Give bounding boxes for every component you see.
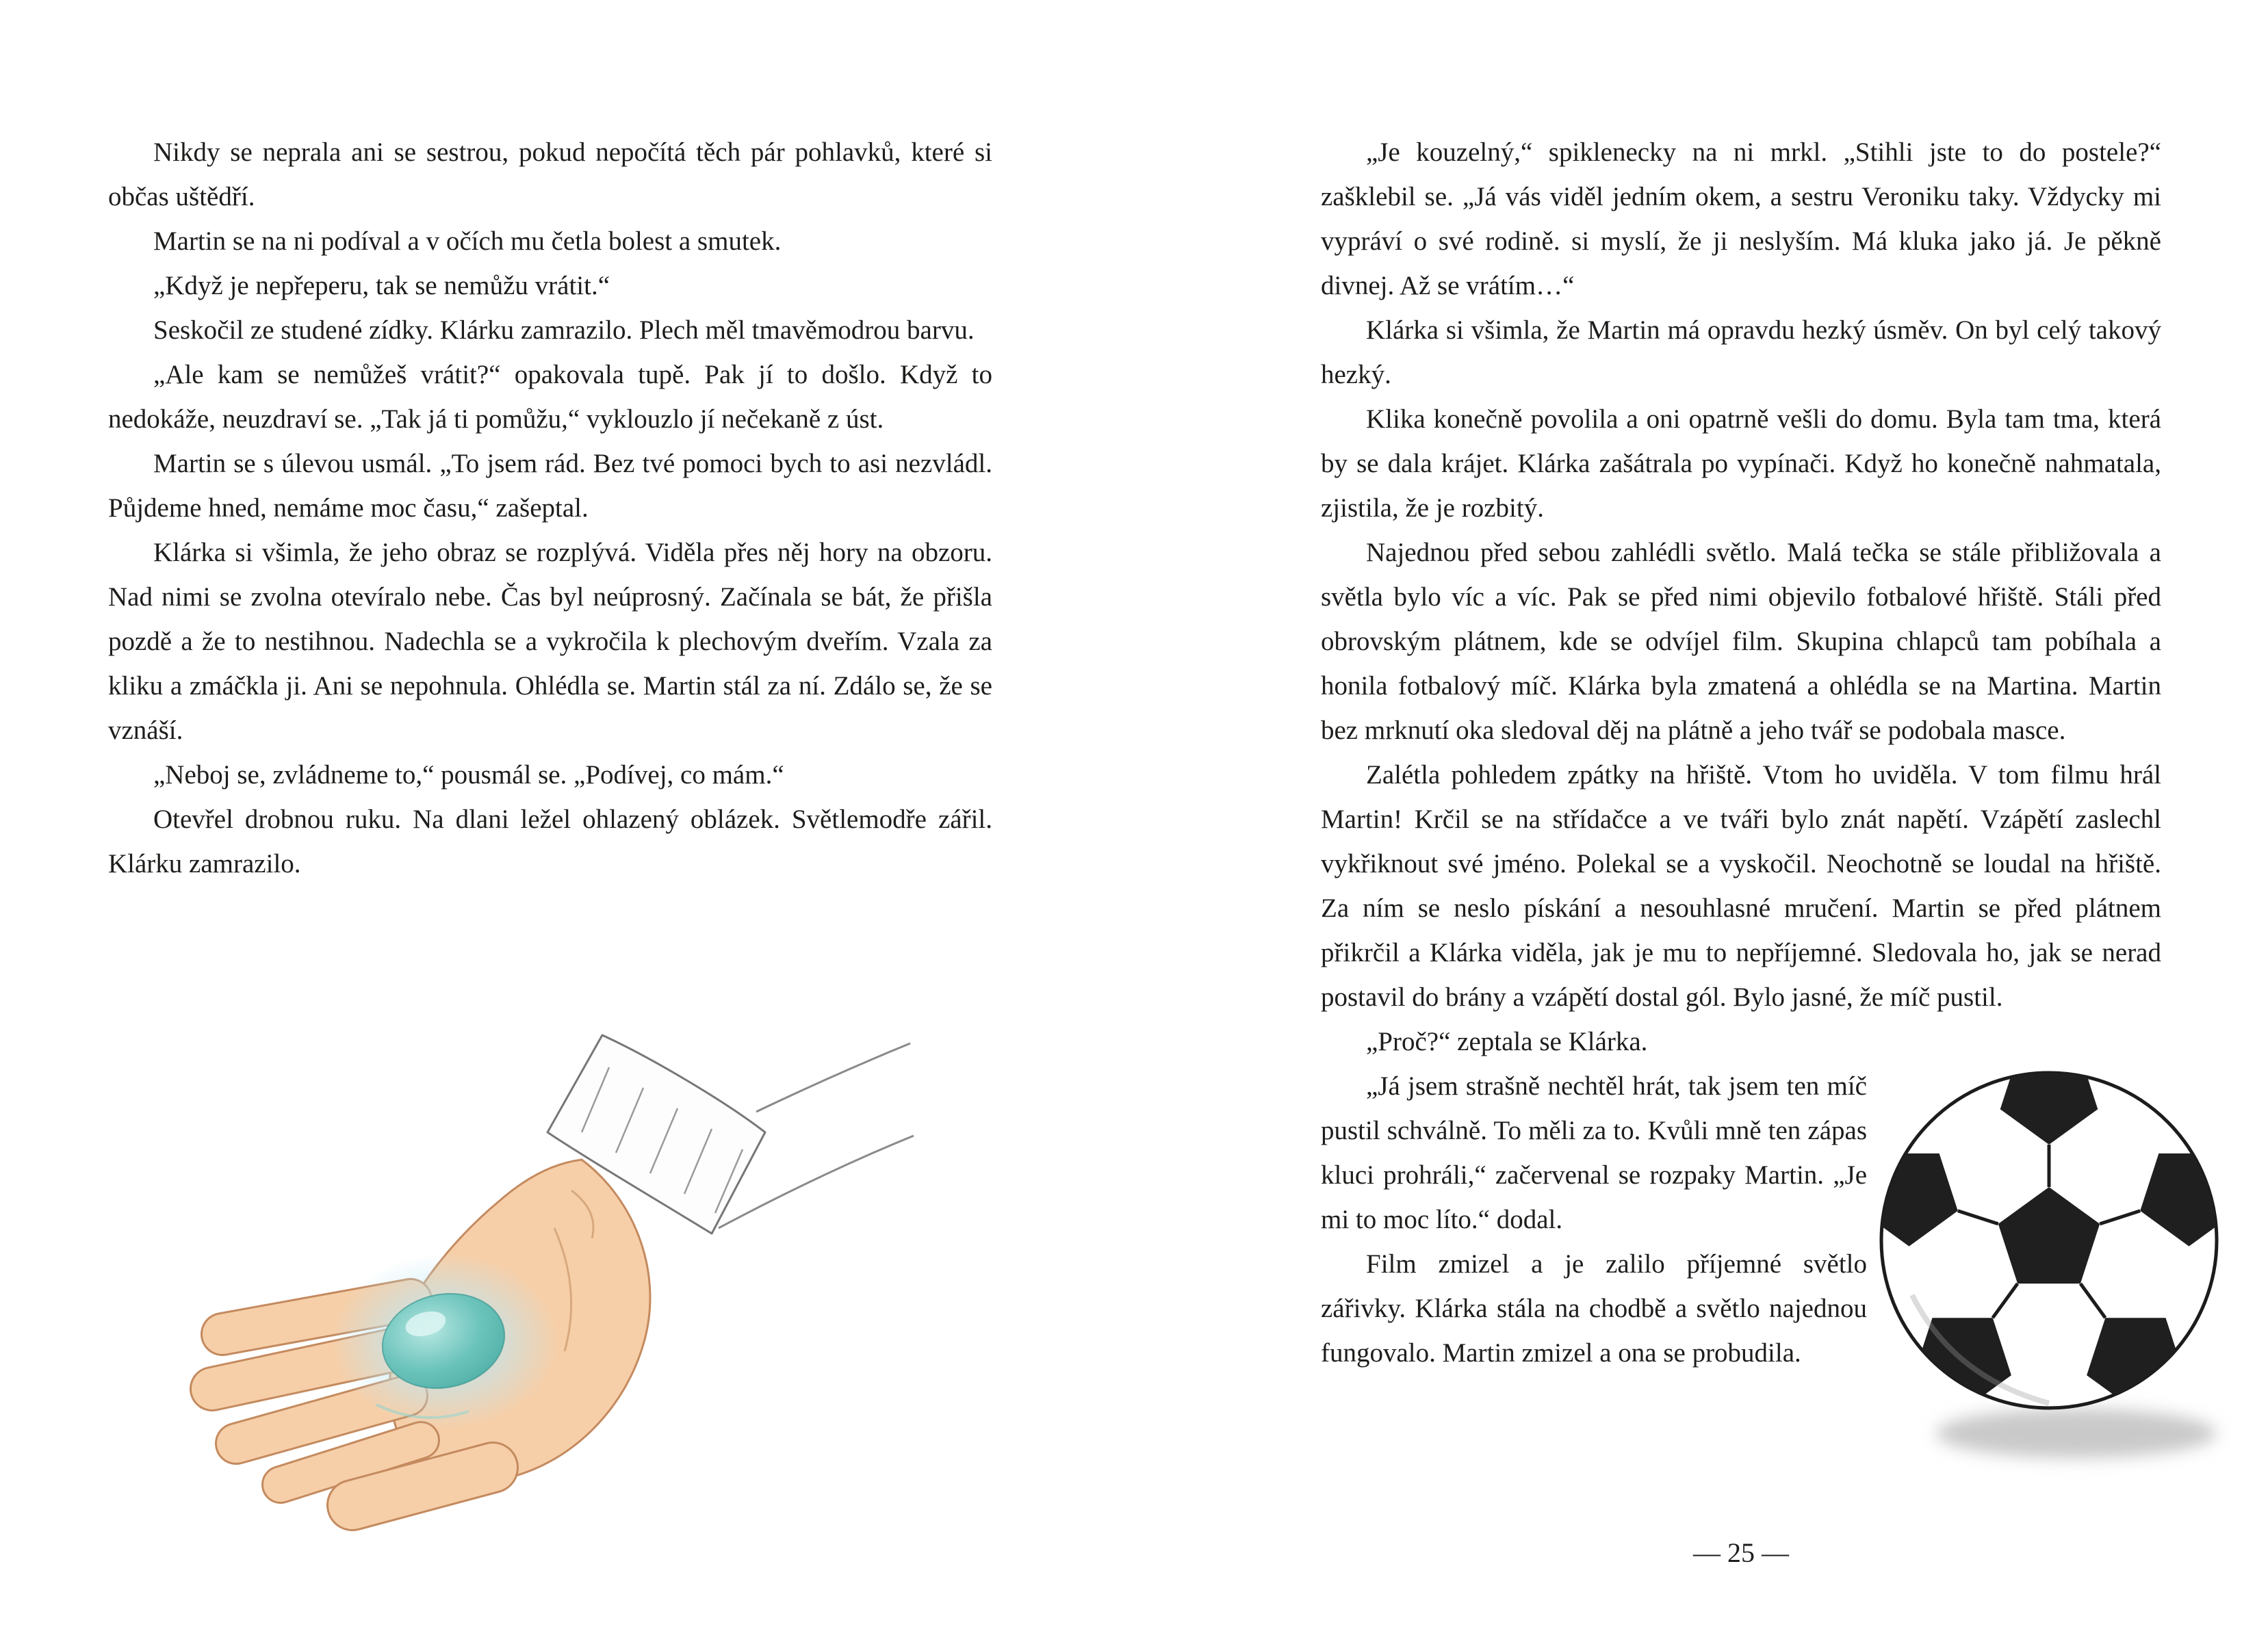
paragraph: „Já jsem strašně nechtěl hrát, tak jsem ten míč pustil schválně. To měli za to. Kvůli mně ten zápas kluci prohráli,“ začervenal se rozpaky Martin. „Je mi to moc líto.“ dodal.	[1321, 1071, 1867, 1234]
right-page-paragraphs-top	[1321, 130, 2161, 1064]
paragraph: „Proč?“ zeptala se Klárka.	[1366, 1027, 1648, 1056]
paragraph: Martin se na ni podíval a v očích mu četla bolest a smutek.	[153, 226, 782, 256]
paragraph: Martin se s úlevou usmál. „To jsem rád. Bez tvé pomoci bych to asi nezvládl. Půjdeme hned, nemáme moc času,“ zašeptal.	[108, 449, 992, 523]
paragraph: Film zmizel a je zalilo příjemné světlo zářivky. Klárka stála na chodbě a světlo najednou fungovalo. Martin zmizel a ona se probudila.	[1321, 1249, 1867, 1368]
paragraph: Otevřel drobnou ruku. Na dlani ležel ohlazený oblázek. Světlemodře zářil. Klárku zamrazilo.	[108, 805, 992, 878]
thumb	[352, 1468, 493, 1505]
soccer-ball-svg	[1871, 1069, 2244, 1473]
paragraph: „Ale kam se nemůžeš vrátit?“ opakovala tupě. Pak jí to došlo. Když to nedokáže, neuzdraví se. „Tak já ti pomůžu,“ vyklouzlo jí nečekaně z úst.	[108, 360, 992, 434]
forearm-line	[756, 1043, 910, 1112]
paragraph: Nikdy se neprala ani se sestrou, pokud nepočítá těch pár pohlavků, které si občas uštědří.	[108, 138, 992, 211]
paragraph: „Neboj se, zvládneme to,“ pousmál se. „Podívej, co mám.“	[153, 760, 784, 790]
paragraph: Klika konečně povolila a oni opatrně vešli do domu. Byla tam tma, která by se dala krájet. Klárka zašátrala po vypínači. Když ho konečně nahmatala, zjistila, že je rozbitý.	[1321, 404, 2161, 523]
page-number: — 25 —	[1693, 1537, 1789, 1568]
soccer-ball-illustration	[1867, 1069, 2161, 1480]
paragraph: Seskočil ze studené zídky. Klárku zamrazilo. Plech měl tmavěmodrou barvu.	[153, 315, 975, 345]
paragraph: Klárka si všimla, že jeho obraz se rozplývá. Viděla přes něj hory na obzoru. Nad nimi se zvolna otevíralo nebe. Čas byl neúprosný. Začínala se bát, že přišla pozdě a že to nestihnou. Nadechla se a vykročila k plechovým dveřím. Vzala za kliku a zmáčkla ji. Ani se nepohnula. Ohlédla se. Martin stál za ní. Zdálo se, že se vznáší.	[108, 538, 992, 745]
paragraph: Klárka si všimla, že Martin má opravdu hezký úsměv. On byl celý takový hezký.	[1321, 315, 2161, 389]
hand-with-glowing-pebble-illustration	[171, 1030, 917, 1570]
paragraph: „Je kouzelný,“ spiklenecky na ni mrkl. „Stihli jste to do postele?“ zašklebil se. „Já vás viděl jedním okem, a sestru Veroniku taky. Vždycky mi vypráví o své rodině. si myslí, že ji neslyším. Má kluka jako já. Je pěkně divnej. Až se vrátím…“	[1321, 138, 2161, 300]
right-page-text	[1321, 130, 2161, 1480]
ball-shadow	[1936, 1409, 2217, 1458]
paragraph: Zalétla pohledem zpátky na hřiště. Vtom ho uviděla. V tom filmu hrál Martin! Krčil se na střídačce a ve tváři bylo znát napětí. Vzápětí zaslechl vykřiknout své jméno. Polekal se a vyskočil. Neochotně se loudal na hřiště. Za ním se neslo pískání a nesouhlasné mručení. Martin se před plátnem přikrčil a Klárka viděla, jak je mu to nepříjemné. Sledovala ho, jak se nerad postavil do brány a vzápětí dostal gól. Bylo jasné, že míč pustil.	[1321, 760, 2161, 1012]
hand-illustration-svg	[171, 1030, 917, 1563]
paragraph: Najednou před sebou zahlédli světlo. Malá tečka se stále přibližovala a světla bylo víc a víc. Pak se před nimi objevilo fotbalové hřiště. Stáli před obrovským plátnem, kde se odvíjel film. Skupina chlapců tam pobíhala a honila fotbalový míč. Klárka byla zmatená a ohlédla se na Martina. Martin bez mrknutí oka sledoval děj na plátně a jeho tvář se podobala masce.	[1321, 538, 2161, 745]
paragraph: „Když je nepřeperu, tak se nemůžu vrátit.“	[153, 271, 610, 300]
left-page-text	[108, 130, 992, 886]
